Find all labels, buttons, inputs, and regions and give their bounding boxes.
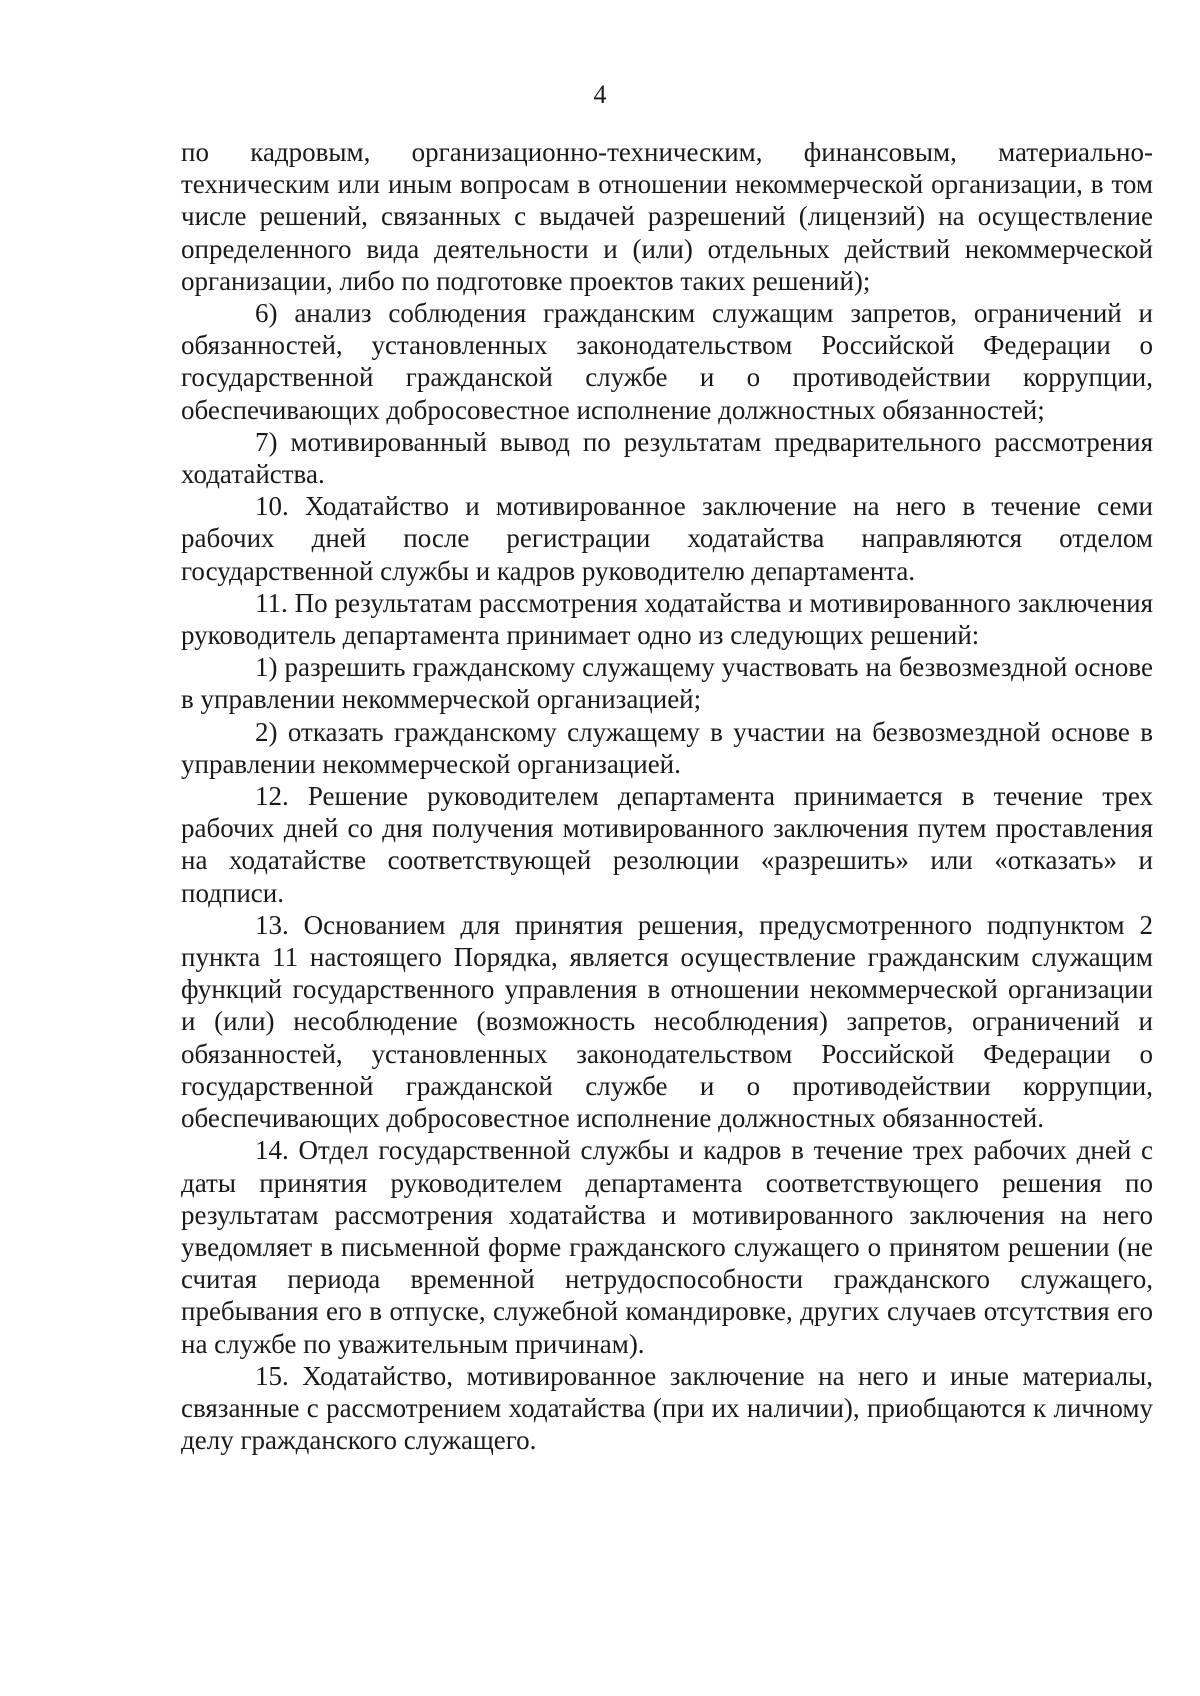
paragraph-item-7: 7) мотивированный вывод по результатам предварительного рассмотрения ходатайства. — [181, 426, 1153, 490]
page-number: 4 — [593, 80, 607, 109]
paragraph-12: 12. Решение руководителем департамента принимается в течение трех рабочих дней со дня получения мотивированного заключения путем проставления на ходатайстве соответствующей резолюции «разрешить» или «отказать» и подписи. — [181, 781, 1153, 908]
paragraph-11-option-1: 1) разрешить гражданскому служащему участвовать на безвозмездной основе в управлении некоммерческой организацией; — [181, 652, 1153, 715]
paragraph-11-option-2: 2) отказать гражданскому служащему в участии на безвозмездной основе в управлении некоммерческой организацией. — [181, 716, 1153, 779]
paragraph-15: 15. Ходатайство, мотивированное заключение на него и иные материалы, связанные с рассмотрением ходатайства (при их наличии), приобщаются к личному делу гражданского служащего. — [181, 1360, 1153, 1456]
paragraph-13: 13. Основанием для принятия решения, предусмотренного подпунктом 2 пункта 11 настоящего Порядка, является осуществление гражданским служащим функций государственного управления в отношении некоммерческой организации и (или) несоблюдение (возможность несоблюдения) запретов, ограничений и обязанностей, установленных законодательством Российской Федерации о государственной гражданской службе и о противодействии коррупции, обеспечивающих добросовестное исполнение должностных обязанностей. — [181, 909, 1153, 1134]
paragraph-14: 14. Отдел государственной службы и кадров в течение трех рабочих дней с даты принятия руководителем департамента соответствующего решения по результатам рассмотрения ходатайства и мотивированного заключения на него уведомляет в письменной форме гражданского служащего о принятом решении (не считая периода временной нетрудоспособности гражданского служащего, пребывания его в отпуске, служебной командировке, других случаев отсутствия его на службе по уважительным причинам). — [181, 1135, 1153, 1359]
paragraph-continuation: по кадровым, организационно-техническим, финансовым, материально-техническим или иным вопросам в отношении некоммерческой организации, в том числе решений, связанных с выдачей разрешений (лицензий) на осуществление определенного вида деятельности и (или) отдельных действий некоммерческой организации, либо по подготовке проектов таких решений); — [181, 137, 1153, 296]
paragraph-10: 10. Ходатайство и мотивированное заключение на него в течение семи рабочих дней после регистрации ходатайства направляются отделом государственной службы и кадров руководителю департамента. — [181, 491, 1153, 586]
document-body — [181, 136, 1153, 1456]
paragraph-11: 11. По результатам рассмотрения ходатайства и мотивированного заключения руководитель департамента принимает одно из следующих решений: — [181, 587, 1153, 651]
paragraph-item-6: 6) анализ соблюдения гражданским служащим запретов, ограничений и обязанностей, установленных законодательством Российской Федерации о государственной гражданской службе и о противодействии коррупции, обеспечивающих добросовестное исполнение должностных обязанностей; — [181, 298, 1153, 425]
